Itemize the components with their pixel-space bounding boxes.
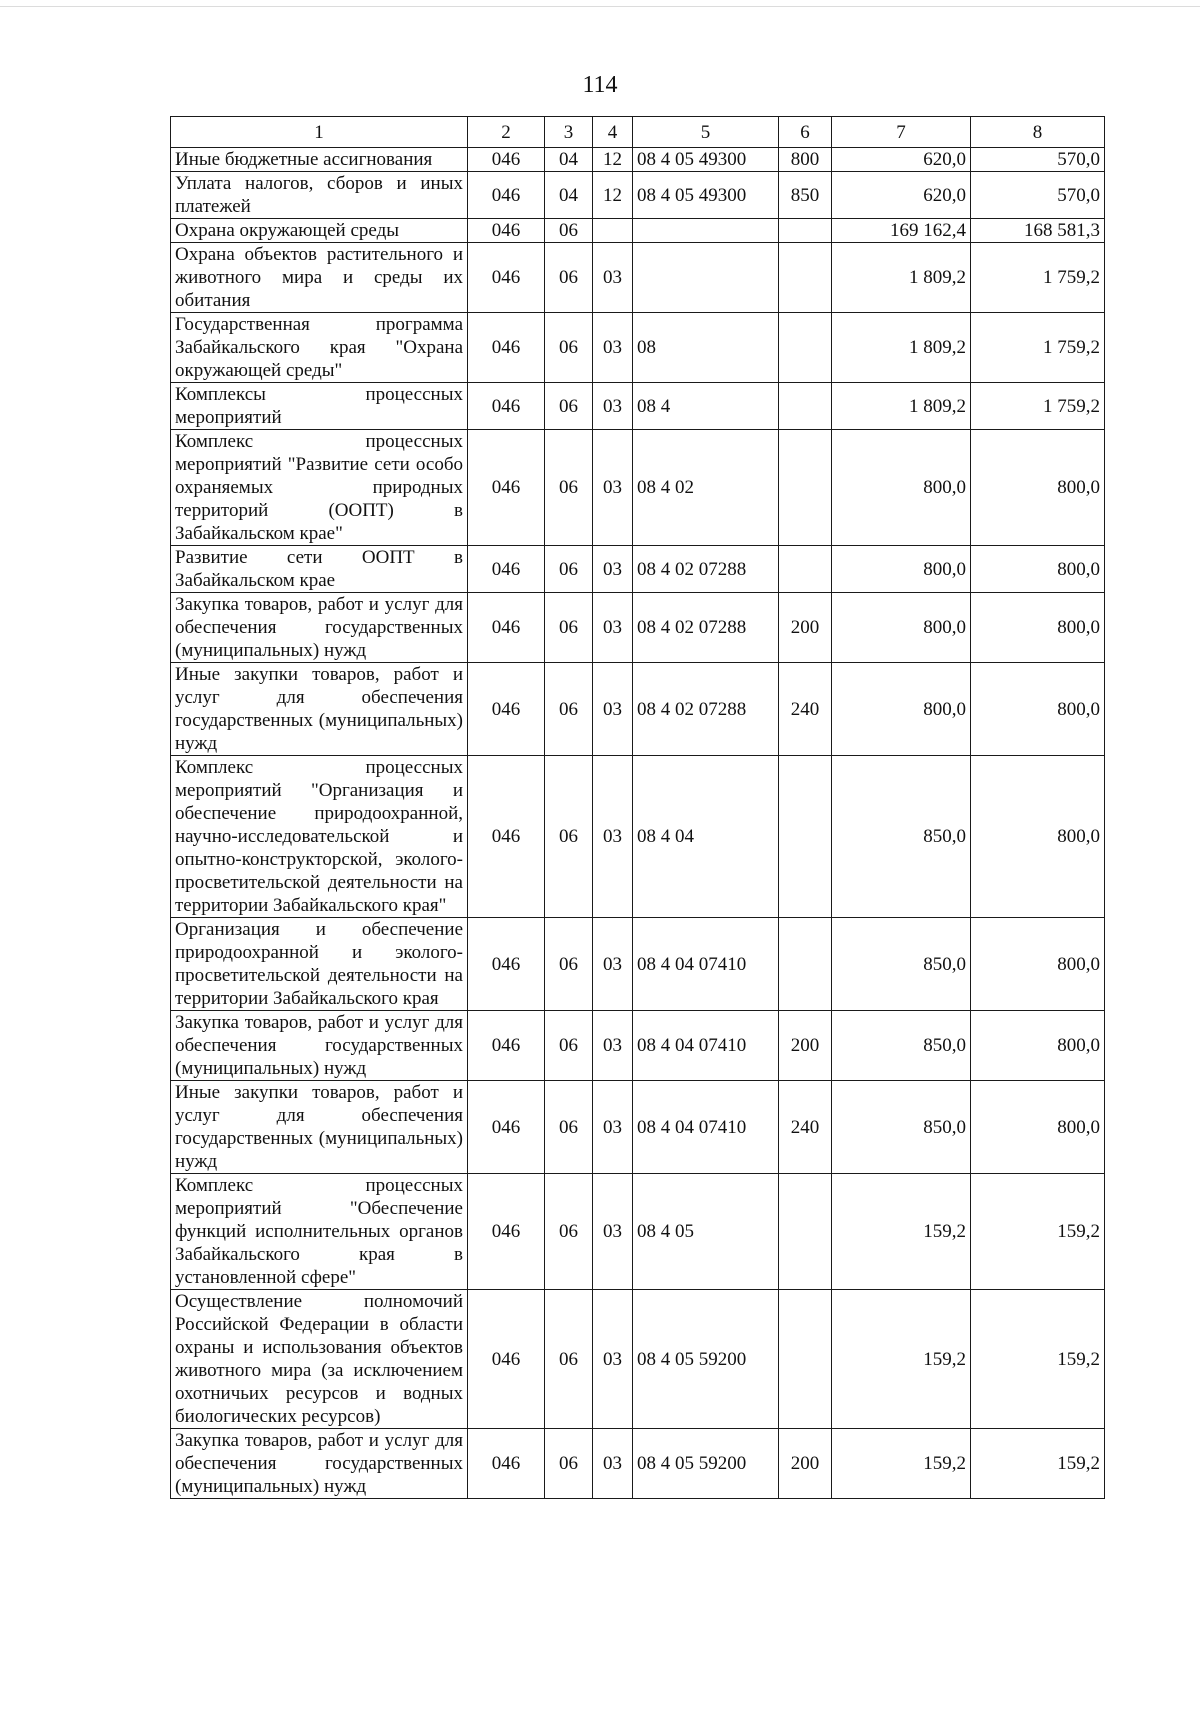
target-article-cell: 08 4 04 07410 — [633, 918, 779, 1011]
section-cell: 06 — [545, 243, 593, 313]
table-body — [171, 148, 1105, 1499]
subsection-cell: 03 — [593, 1011, 633, 1081]
target-article-cell: 08 4 05 — [633, 1174, 779, 1290]
amount-col8-cell: 1 759,2 — [971, 313, 1105, 383]
target-article-cell: 08 4 02 07288 — [633, 663, 779, 756]
section-cell: 06 — [545, 383, 593, 430]
budget-table — [170, 116, 1105, 1499]
row-name-cell: Закупка товаров, работ и услуг для обеспечения государственных (муниципальных) нужд — [171, 593, 468, 663]
amount-col8-cell: 800,0 — [971, 546, 1105, 593]
expense-type-cell — [779, 918, 832, 1011]
table-header-row — [171, 117, 1105, 148]
section-cell: 06 — [545, 1429, 593, 1499]
amount-col8-cell: 570,0 — [971, 172, 1105, 219]
column-header-6: 6 — [779, 117, 832, 148]
gov-code-cell: 046 — [468, 756, 545, 918]
subsection-cell: 03 — [593, 1290, 633, 1429]
table-row — [171, 219, 1105, 243]
table-row — [171, 148, 1105, 172]
section-cell: 06 — [545, 219, 593, 243]
column-header-8: 8 — [971, 117, 1105, 148]
amount-col7-cell: 1 809,2 — [832, 313, 971, 383]
gov-code-cell: 046 — [468, 1290, 545, 1429]
subsection-cell: 03 — [593, 756, 633, 918]
section-cell: 06 — [545, 918, 593, 1011]
amount-col7-cell: 850,0 — [832, 1081, 971, 1174]
expense-type-cell: 850 — [779, 172, 832, 219]
subsection-cell: 12 — [593, 148, 633, 172]
amount-col7-cell: 1 809,2 — [832, 383, 971, 430]
row-name-cell: Иные бюджетные ассигнования — [171, 148, 468, 172]
table-row — [171, 1081, 1105, 1174]
expense-type-cell: 240 — [779, 663, 832, 756]
section-cell: 06 — [545, 546, 593, 593]
section-cell: 06 — [545, 1011, 593, 1081]
section-cell: 06 — [545, 663, 593, 756]
subsection-cell: 03 — [593, 1174, 633, 1290]
subsection-cell: 03 — [593, 313, 633, 383]
amount-col8-cell: 159,2 — [971, 1174, 1105, 1290]
expense-type-cell: 240 — [779, 1081, 832, 1174]
expense-type-cell — [779, 243, 832, 313]
amount-col7-cell: 620,0 — [832, 172, 971, 219]
section-cell: 06 — [545, 313, 593, 383]
expense-type-cell — [779, 383, 832, 430]
table-row — [171, 172, 1105, 219]
section-cell: 04 — [545, 148, 593, 172]
gov-code-cell: 046 — [468, 1011, 545, 1081]
section-cell: 06 — [545, 593, 593, 663]
amount-col7-cell: 159,2 — [832, 1290, 971, 1429]
row-name-cell: Иные закупки товаров, работ и услуг для обеспечения государственных (муниципальных) нужд — [171, 663, 468, 756]
row-name-cell: Развитие сети ООПТ в Забайкальском крае — [171, 546, 468, 593]
amount-col7-cell: 159,2 — [832, 1429, 971, 1499]
section-cell: 06 — [545, 1290, 593, 1429]
table-row — [171, 546, 1105, 593]
row-name-cell: Комплексы процессных мероприятий — [171, 383, 468, 430]
row-name-cell: Государственная программа Забайкальского края "Охрана окружающей среды" — [171, 313, 468, 383]
target-article-cell: 08 4 05 59200 — [633, 1290, 779, 1429]
gov-code-cell: 046 — [468, 918, 545, 1011]
gov-code-cell: 046 — [468, 593, 545, 663]
row-name-cell: Охрана окружающей среды — [171, 219, 468, 243]
amount-col8-cell: 1 759,2 — [971, 243, 1105, 313]
gov-code-cell: 046 — [468, 148, 545, 172]
table-row — [171, 243, 1105, 313]
row-name-cell: Организация и обеспечение природоохранной и эколого-просветительской деятельности на территории Забайкальского края — [171, 918, 468, 1011]
table-row — [171, 663, 1105, 756]
target-article-cell: 08 4 04 — [633, 756, 779, 918]
table-row — [171, 313, 1105, 383]
expense-type-cell — [779, 313, 832, 383]
amount-col8-cell: 1 759,2 — [971, 383, 1105, 430]
amount-col8-cell: 800,0 — [971, 593, 1105, 663]
amount-col7-cell: 800,0 — [832, 593, 971, 663]
gov-code-cell: 046 — [468, 546, 545, 593]
target-article-cell: 08 4 05 59200 — [633, 1429, 779, 1499]
amount-col7-cell: 850,0 — [832, 918, 971, 1011]
amount-col8-cell: 800,0 — [971, 430, 1105, 546]
page-number: 114 — [582, 72, 618, 98]
row-name-cell: Комплекс процессных мероприятий "Развитие сети особо охраняемых природных территорий (ООПТ) в Забайкальском крае" — [171, 430, 468, 546]
row-name-cell: Осуществление полномочий Российской Федерации в области охраны и использования объектов животного мира (за исключением охотничьих ресурсов и водных биологических ресурсов) — [171, 1290, 468, 1429]
amount-col8-cell: 570,0 — [971, 148, 1105, 172]
amount-col7-cell: 159,2 — [832, 1174, 971, 1290]
subsection-cell: 03 — [593, 593, 633, 663]
subsection-cell: 03 — [593, 918, 633, 1011]
section-cell: 06 — [545, 1174, 593, 1290]
amount-col7-cell: 800,0 — [832, 663, 971, 756]
target-article-cell: 08 4 05 49300 — [633, 172, 779, 219]
gov-code-cell: 046 — [468, 1429, 545, 1499]
subsection-cell: 03 — [593, 1081, 633, 1174]
subsection-cell: 03 — [593, 663, 633, 756]
amount-col8-cell: 800,0 — [971, 756, 1105, 918]
expense-type-cell — [779, 219, 832, 243]
expense-type-cell: 200 — [779, 1429, 832, 1499]
row-name-cell: Закупка товаров, работ и услуг для обеспечения государственных (муниципальных) нужд — [171, 1429, 468, 1499]
expense-type-cell — [779, 756, 832, 918]
target-article-cell — [633, 219, 779, 243]
table-row — [171, 756, 1105, 918]
row-name-cell: Охрана объектов растительного и животного мира и среды их обитания — [171, 243, 468, 313]
gov-code-cell: 046 — [468, 172, 545, 219]
table-row — [171, 918, 1105, 1011]
gov-code-cell: 046 — [468, 430, 545, 546]
target-article-cell: 08 4 02 07288 — [633, 546, 779, 593]
expense-type-cell: 200 — [779, 1011, 832, 1081]
subsection-cell — [593, 219, 633, 243]
amount-col8-cell: 159,2 — [971, 1429, 1105, 1499]
expense-type-cell — [779, 430, 832, 546]
amount-col8-cell: 800,0 — [971, 663, 1105, 756]
target-article-cell: 08 4 02 07288 — [633, 593, 779, 663]
table-row — [171, 383, 1105, 430]
table-row — [171, 1174, 1105, 1290]
amount-col7-cell: 620,0 — [832, 148, 971, 172]
subsection-cell: 03 — [593, 243, 633, 313]
gov-code-cell: 046 — [468, 313, 545, 383]
expense-type-cell — [779, 546, 832, 593]
table-row — [171, 430, 1105, 546]
amount-col7-cell: 800,0 — [832, 430, 971, 546]
target-article-cell — [633, 243, 779, 313]
amount-col7-cell: 850,0 — [832, 1011, 971, 1081]
row-name-cell: Уплата налогов, сборов и иных платежей — [171, 172, 468, 219]
subsection-cell: 03 — [593, 1429, 633, 1499]
table-row — [171, 593, 1105, 663]
row-name-cell: Комплекс процессных мероприятий "Обеспечение функций исполнительных органов Забайкальского края в установленной сфере" — [171, 1174, 468, 1290]
expense-type-cell — [779, 1290, 832, 1429]
subsection-cell: 03 — [593, 546, 633, 593]
table-row — [171, 1429, 1105, 1499]
target-article-cell: 08 — [633, 313, 779, 383]
row-name-cell: Комплекс процессных мероприятий "Организация и обеспечение природоохранной, научно-исследовательской и опытно-конструкторской, эколого-просветительской деятельности на территории Забайкальского края" — [171, 756, 468, 918]
subsection-cell: 03 — [593, 430, 633, 546]
target-article-cell: 08 4 04 07410 — [633, 1081, 779, 1174]
amount-col7-cell: 1 809,2 — [832, 243, 971, 313]
column-header-1: 1 — [171, 117, 468, 148]
amount-col8-cell: 800,0 — [971, 918, 1105, 1011]
column-header-5: 5 — [633, 117, 779, 148]
target-article-cell: 08 4 04 07410 — [633, 1011, 779, 1081]
expense-type-cell — [779, 1174, 832, 1290]
target-article-cell: 08 4 02 — [633, 430, 779, 546]
section-cell: 06 — [545, 430, 593, 546]
gov-code-cell: 046 — [468, 1081, 545, 1174]
section-cell: 06 — [545, 756, 593, 918]
amount-col7-cell: 850,0 — [832, 756, 971, 918]
section-cell: 04 — [545, 172, 593, 219]
amount-col7-cell: 800,0 — [832, 546, 971, 593]
row-name-cell: Закупка товаров, работ и услуг для обеспечения государственных (муниципальных) нужд — [171, 1011, 468, 1081]
subsection-cell: 03 — [593, 383, 633, 430]
expense-type-cell: 800 — [779, 148, 832, 172]
gov-code-cell: 046 — [468, 663, 545, 756]
gov-code-cell: 046 — [468, 383, 545, 430]
table-row — [171, 1290, 1105, 1429]
amount-col8-cell: 800,0 — [971, 1011, 1105, 1081]
amount-col8-cell: 159,2 — [971, 1290, 1105, 1429]
gov-code-cell: 046 — [468, 1174, 545, 1290]
amount-col7-cell: 169 162,4 — [832, 219, 971, 243]
table-row — [171, 1011, 1105, 1081]
scan-edge-line — [0, 0, 1200, 7]
amount-col8-cell: 168 581,3 — [971, 219, 1105, 243]
section-cell: 06 — [545, 1081, 593, 1174]
gov-code-cell: 046 — [468, 243, 545, 313]
subsection-cell: 12 — [593, 172, 633, 219]
gov-code-cell: 046 — [468, 219, 545, 243]
row-name-cell: Иные закупки товаров, работ и услуг для обеспечения государственных (муниципальных) нужд — [171, 1081, 468, 1174]
column-header-2: 2 — [468, 117, 545, 148]
column-header-4: 4 — [593, 117, 633, 148]
column-header-3: 3 — [545, 117, 593, 148]
target-article-cell: 08 4 05 49300 — [633, 148, 779, 172]
expense-type-cell: 200 — [779, 593, 832, 663]
amount-col8-cell: 800,0 — [971, 1081, 1105, 1174]
target-article-cell: 08 4 — [633, 383, 779, 430]
column-header-7: 7 — [832, 117, 971, 148]
